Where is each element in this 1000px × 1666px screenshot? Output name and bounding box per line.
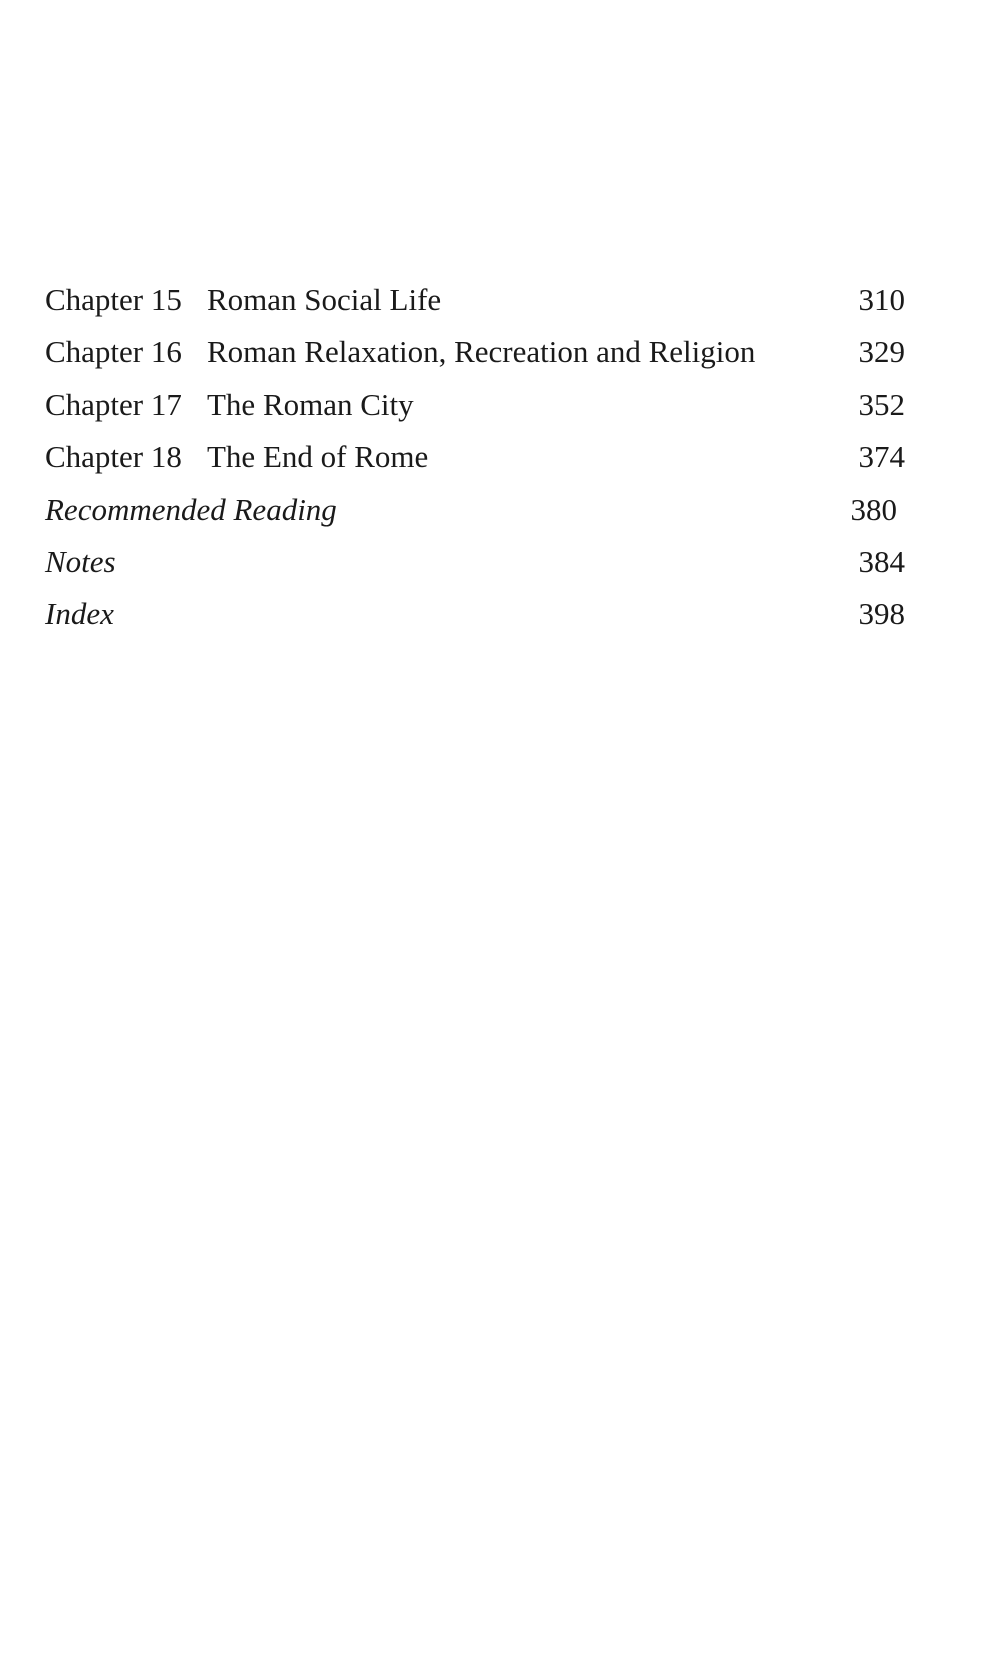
toc-entry-index [45,598,905,650]
chapter-label: Chapter 18 [45,439,182,475]
chapter-title: Roman Relaxation, Recreation and Religion [207,334,756,370]
chapter-label: Chapter 16 [45,334,182,370]
chapter-title: The End of Rome [207,439,429,475]
toc-entry-notes [45,543,905,598]
table-of-contents [45,284,905,651]
page-number: 380 [850,491,897,527]
chapter-label: Chapter 17 [45,386,182,422]
page-number: 310 [858,282,905,317]
toc-entry-chapter-17 [45,386,905,441]
page-number: 398 [858,596,905,632]
chapter-title: Roman Social Life [207,282,442,317]
page-number: 374 [858,439,905,475]
page-number: 352 [858,386,905,422]
toc-entry-chapter-16 [45,336,905,388]
page-number: 384 [858,543,905,579]
toc-entry-recommended-reading [45,491,905,546]
toc-entry-chapter-18 [45,441,905,493]
chapter-label: Chapter 15 [45,282,182,317]
chapter-title: The Roman City [207,386,414,422]
section-title: Index [45,596,114,632]
section-title: Notes [45,543,116,579]
section-title: Recommended Reading [45,491,337,527]
toc-entry-chapter-15 [45,284,905,336]
page-number: 329 [858,334,905,370]
